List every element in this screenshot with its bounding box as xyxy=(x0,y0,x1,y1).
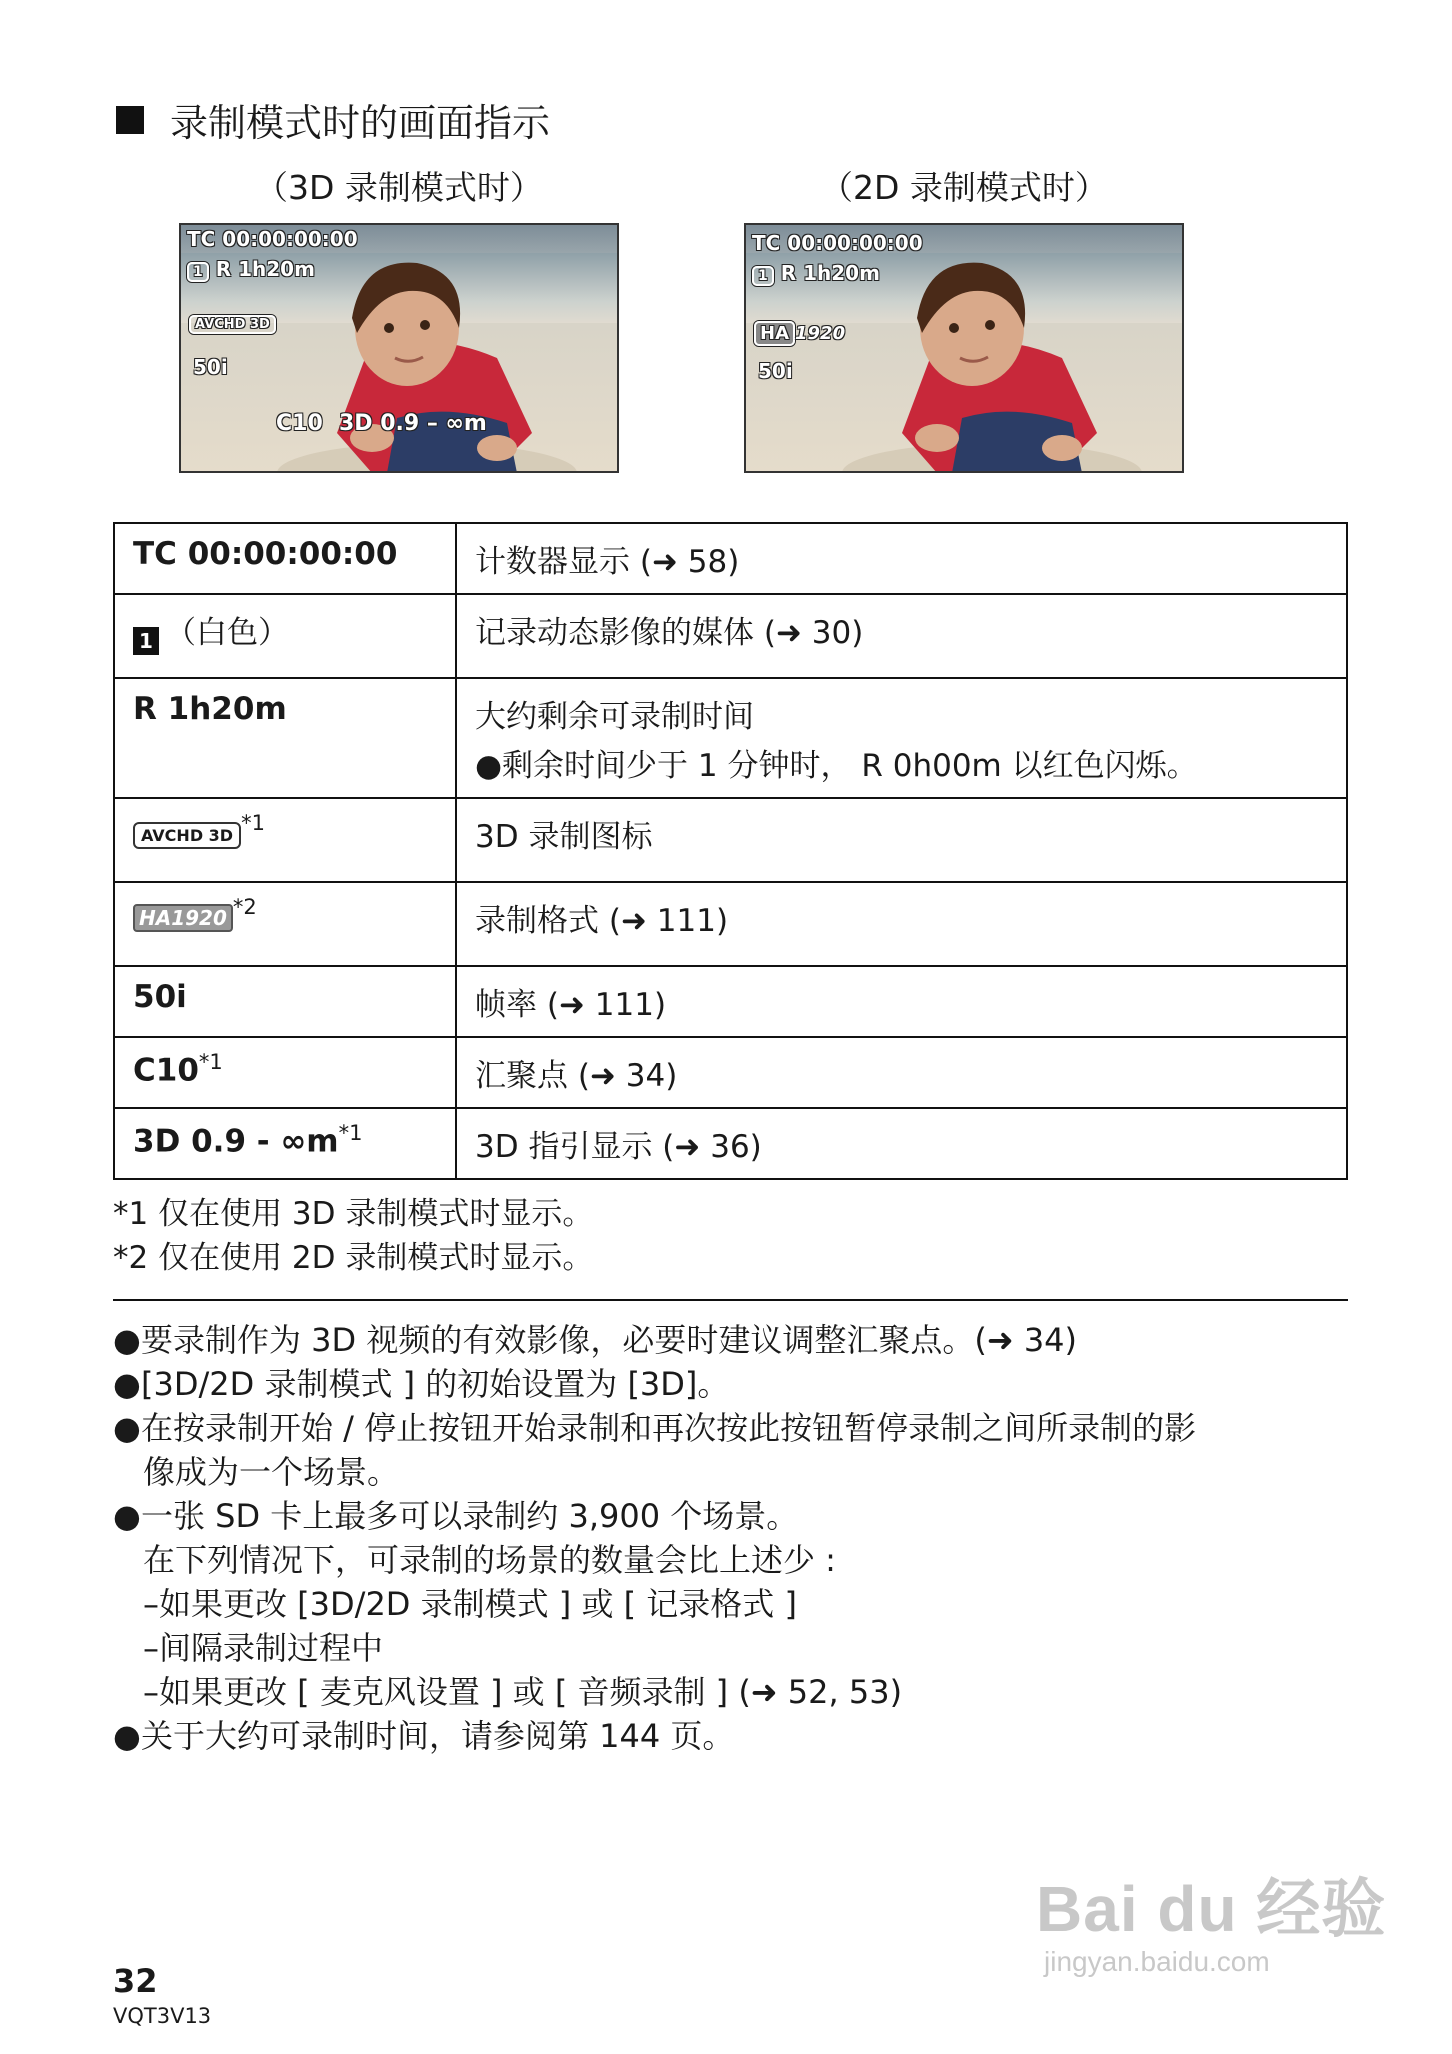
osd-frame-rate: 50i xyxy=(758,359,793,383)
osd-ha-icon: HA xyxy=(754,321,795,346)
osd-media-icon: 1 xyxy=(752,266,774,286)
table-key: 50i xyxy=(114,966,456,1037)
remain-note: ●剩余时间少于 1 分钟时， R 0h00m 以红色闪烁。 xyxy=(475,748,1198,784)
osd-timecode: TC 00:00:00:00 xyxy=(752,231,923,255)
osd-3d-guide: 3D 0.9 – ∞m xyxy=(339,411,487,436)
table-desc: 计数器显示 (➜ 58) xyxy=(456,523,1347,594)
osd-1920: 1920 xyxy=(795,323,846,344)
table-row xyxy=(114,1108,1347,1179)
table-key xyxy=(114,594,456,678)
watermark-url: jingyan.baidu.com xyxy=(1044,1946,1270,1977)
osd-remain: R 1h20m xyxy=(780,261,880,285)
ha-1920-icon xyxy=(133,904,233,932)
resolution-label: 1920 xyxy=(171,906,227,931)
footnote-1: *1 仅在使用 3D 录制模式时显示。 xyxy=(113,1196,594,1232)
bullet-dot-icon: ● xyxy=(113,1365,141,1403)
list-subitem: –如果更改 [3D/2D 录制模式 ] 或 [ 记录格式 ] xyxy=(143,1585,797,1623)
boy-photo-icon xyxy=(842,233,1142,473)
osd-timecode: TC 00:00:00:00 xyxy=(187,227,358,251)
convergence-key: C10 xyxy=(133,1052,199,1089)
screen-2d-photo xyxy=(744,223,1184,473)
list-subitem: –间隔录制过程中 xyxy=(143,1629,384,1667)
list-item xyxy=(113,1714,1353,1758)
osd-remain-row xyxy=(187,257,315,281)
bullet-dot-icon: ● xyxy=(113,1409,141,1447)
list-item xyxy=(113,1494,1353,1538)
table-row xyxy=(114,798,1347,882)
list-item xyxy=(113,1406,1353,1450)
media-color-label: （白色） xyxy=(165,615,289,651)
osd-avchd3d-icon: AVCHD 3D xyxy=(189,315,276,334)
heading-text: 录制模式时的画面指示 xyxy=(170,101,551,145)
boy-photo-icon xyxy=(277,233,577,473)
notes-list xyxy=(113,1318,1353,1758)
bullet-dot-icon: ● xyxy=(113,1321,141,1359)
guide-key: 3D 0.9 - ∞m xyxy=(133,1123,339,1160)
footnote-2: *2 仅在使用 2D 录制模式时显示。 xyxy=(113,1240,594,1276)
list-item-continuation: 在下列情况下，可录制的场景的数量会比上述少 : xyxy=(143,1541,836,1579)
watermark-logo: Bai du 经验 xyxy=(1036,1873,1387,1945)
table-key xyxy=(114,798,456,882)
table-key xyxy=(114,882,456,966)
bullet-dot-icon: ● xyxy=(113,1497,141,1535)
list-subitem: –如果更改 [ 麦克风设置 ] 或 [ 音频录制 ] (➜ 52, 53) xyxy=(143,1673,903,1711)
bullet-dot-icon: ● xyxy=(113,1717,141,1755)
osd-remain-row xyxy=(752,261,880,285)
list-item-text: 一张 SD 卡上最多可以录制约 3,900 个场景。 xyxy=(141,1497,799,1535)
list-item xyxy=(113,1318,1353,1362)
osd-remain: R 1h20m xyxy=(215,257,315,281)
divider xyxy=(113,1299,1348,1301)
table-row xyxy=(114,678,1347,798)
list-item xyxy=(113,1362,1353,1406)
media-card-icon: 1 xyxy=(133,627,159,655)
table-desc: 帧率 (➜ 111) xyxy=(456,966,1347,1037)
table-row xyxy=(114,523,1347,594)
list-item-text: 在按录制开始 / 停止按钮开始录制和再次按此按钮暂停录制之间所录制的影 xyxy=(141,1409,1197,1447)
footnote-mark: *2 xyxy=(232,895,257,919)
footnote-mark: *1 xyxy=(198,1050,223,1074)
list-item-continuation: 像成为一个场景。 xyxy=(143,1453,400,1491)
table-desc: 3D 指引显示 (➜ 36) xyxy=(456,1108,1347,1179)
osd-media-icon: 1 xyxy=(187,262,209,282)
square-bullet-icon xyxy=(116,106,144,134)
baidu-watermark xyxy=(1036,1858,1386,1978)
list-item-text: 要录制作为 3D 视频的有效影像，必要时建议调整汇聚点。(➜ 34) xyxy=(141,1321,1078,1359)
table-key: R 1h20m xyxy=(114,678,456,798)
osd-format-row xyxy=(754,323,845,344)
ha-label: HA xyxy=(139,906,172,931)
osd-format-row xyxy=(189,317,276,332)
table-key: TC 00:00:00:00 xyxy=(114,523,456,594)
screen-3d-photo xyxy=(179,223,619,473)
page-number: 32 xyxy=(113,1962,158,2000)
table-key xyxy=(114,1037,456,1108)
table-desc: 汇聚点 (➜ 34) xyxy=(456,1037,1347,1108)
page-code: VQT3V13 xyxy=(113,2004,212,2028)
footnote-mark: *1 xyxy=(241,811,265,835)
table-desc xyxy=(456,678,1347,798)
table-row xyxy=(114,966,1347,1037)
section-heading xyxy=(116,92,550,147)
table-row xyxy=(114,882,1347,966)
caption-3d: （3D 录制模式时） xyxy=(255,168,543,207)
list-item-text: 关于大约可录制时间，请参阅第 144 页。 xyxy=(141,1717,735,1755)
table-desc: 录制格式 (➜ 111) xyxy=(456,882,1347,966)
table-desc: 记录动态影像的媒体 (➜ 30) xyxy=(456,594,1347,678)
table-row xyxy=(114,594,1347,678)
indicator-table xyxy=(113,522,1348,1180)
table-key xyxy=(114,1108,456,1179)
table-desc: 3D 录制图标 xyxy=(456,798,1347,882)
footnote-mark: *1 xyxy=(338,1121,363,1145)
table-row xyxy=(114,1037,1347,1108)
osd-frame-rate: 50i xyxy=(193,355,228,379)
caption-2d: （2D 录制模式时） xyxy=(820,168,1108,207)
remain-desc: 大约剩余可录制时间 xyxy=(475,699,754,735)
list-item-text: [3D/2D 录制模式 ] 的初始设置为 [3D]。 xyxy=(141,1365,730,1403)
osd-convergence: C10 xyxy=(276,411,323,436)
avchd-3d-icon: AVCHD 3D xyxy=(133,822,241,849)
